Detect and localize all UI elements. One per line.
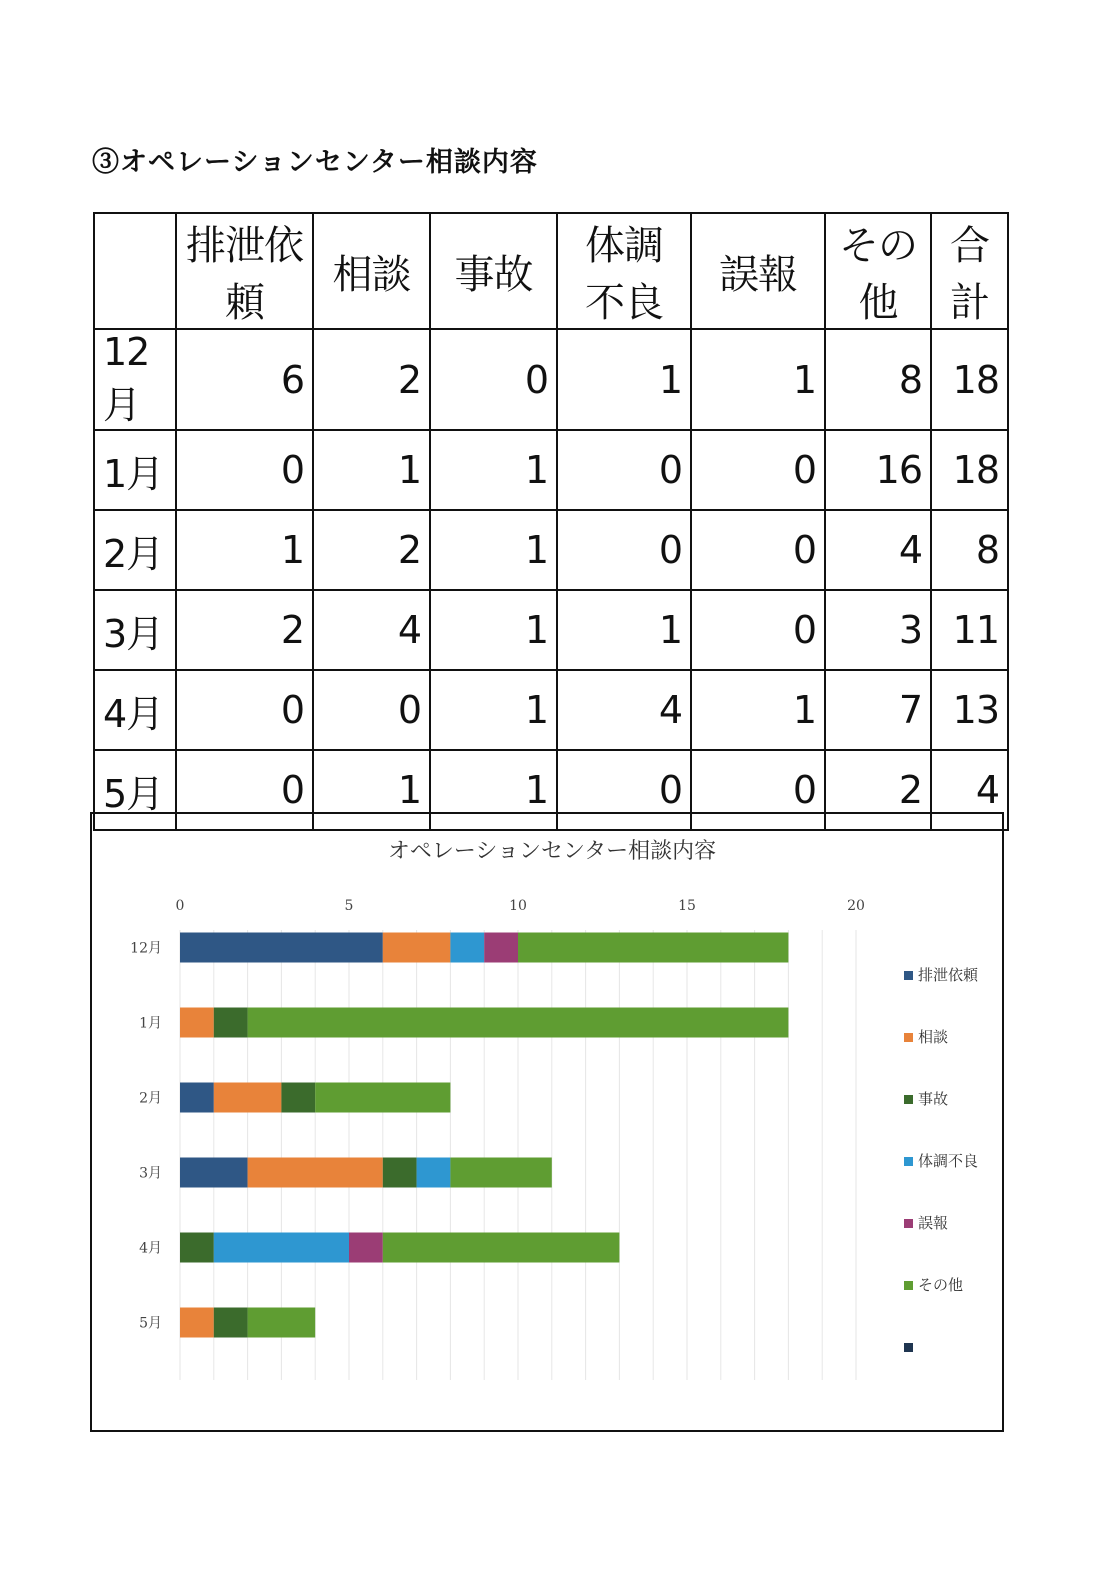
x-tick-label: 10 [509,898,527,914]
cell-consultation: 2 [313,510,430,590]
bar-segment [281,1083,315,1113]
legend-swatch [904,1281,913,1290]
bar-segment [214,1008,248,1038]
cell-total: 11 [931,590,1008,670]
chart-container [90,812,1004,1432]
bar-segment [180,1308,214,1338]
cell-excretion: 0 [176,430,313,510]
cell-excretion: 0 [176,670,313,750]
y-tick-label: 2月 [139,1090,162,1107]
cell-total: 18 [931,329,1008,430]
bar-segment [518,933,788,963]
bar-segment [248,1158,383,1188]
legend-label: 誤報 [918,1214,949,1232]
bar-segment [214,1308,248,1338]
legend-swatch [904,1033,913,1042]
cell-excretion: 0 [176,750,313,830]
row-month: 1月 [94,430,176,510]
legend-label: 体調不良 [918,1152,979,1170]
header-illness: 体調不良 [557,213,691,329]
table-row [94,510,1008,590]
x-tick-label: 5 [344,898,354,914]
cell-accident: 0 [430,329,557,430]
cell-consultation: 1 [313,430,430,510]
header-excretion: 排泄依頼 [176,213,313,329]
cell-illness: 0 [557,750,691,830]
row-month: 3月 [94,590,176,670]
bar-segment [248,1308,316,1338]
cell-excretion: 2 [176,590,313,670]
bar-segment [450,1158,551,1188]
cell-illness: 4 [557,670,691,750]
bar-segment [315,1083,450,1113]
y-tick-label: 5月 [139,1315,162,1332]
cell-accident: 1 [430,590,557,670]
bar-segment [417,1158,451,1188]
cell-false-alarm: 0 [691,750,825,830]
header-other: その他 [825,213,931,329]
row-month: 12月 [94,329,176,430]
cell-total: 18 [931,430,1008,510]
cell-false-alarm: 1 [691,670,825,750]
table-row [94,430,1008,510]
cell-other: 8 [825,329,931,430]
stacked-bar-chart [92,814,1002,1430]
header-false-alarm: 誤報 [691,213,825,329]
bar-segment [383,1158,417,1188]
bar-segment [180,1083,214,1113]
cell-excretion: 6 [176,329,313,430]
header-consultation: 相談 [313,213,430,329]
bar-segment [214,1233,349,1263]
row-month: 5月 [94,750,176,830]
y-tick-label: 1月 [139,1015,162,1032]
legend-swatch [904,1095,913,1104]
x-tick-label: 15 [678,898,696,914]
cell-false-alarm: 0 [691,590,825,670]
legend-label: 相談 [918,1028,949,1046]
y-tick-label: 12月 [130,940,162,957]
legend-swatch [904,1343,913,1352]
bar-segment [180,1158,248,1188]
header-total: 合計 [931,213,1008,329]
bar-segment [180,933,383,963]
legend-label: その他 [918,1276,964,1294]
legend-label: 事故 [918,1090,949,1108]
cell-illness: 1 [557,329,691,430]
legend-label: 排泄依頼 [918,966,979,984]
cell-other: 2 [825,750,931,830]
bar-segment [383,933,451,963]
header-accident: 事故 [430,213,557,329]
cell-total: 4 [931,750,1008,830]
cell-accident: 1 [430,750,557,830]
legend-swatch [904,1219,913,1228]
bar-segment [214,1083,282,1113]
bar-segment [349,1233,383,1263]
cell-accident: 1 [430,430,557,510]
cell-consultation: 0 [313,670,430,750]
chart-title: オペレーションセンター相談内容 [387,839,717,864]
bar-segment [180,1008,214,1038]
table-row [94,670,1008,750]
cell-consultation: 4 [313,590,430,670]
cell-false-alarm: 0 [691,510,825,590]
cell-total: 8 [931,510,1008,590]
cell-other: 7 [825,670,931,750]
cell-false-alarm: 0 [691,430,825,510]
y-tick-label: 3月 [139,1165,162,1182]
cell-other: 16 [825,430,931,510]
table-header-row [94,213,1008,329]
y-tick-label: 4月 [139,1240,162,1257]
x-tick-label: 0 [175,898,185,914]
cell-excretion: 1 [176,510,313,590]
cell-total: 13 [931,670,1008,750]
bar-segment [180,1233,214,1263]
x-tick-label: 20 [847,898,865,914]
bar-segment [484,933,518,963]
bar-segment [383,1233,620,1263]
legend-swatch [904,971,913,980]
cell-consultation: 1 [313,750,430,830]
consultation-table [93,212,1009,831]
cell-other: 3 [825,590,931,670]
cell-accident: 1 [430,670,557,750]
cell-consultation: 2 [313,329,430,430]
row-month: 4月 [94,670,176,750]
page-heading: ③オペレーションセンター相談内容 [92,147,538,178]
legend-swatch [904,1157,913,1166]
cell-accident: 1 [430,510,557,590]
table-row [94,590,1008,670]
header-corner [94,213,176,329]
cell-other: 4 [825,510,931,590]
bar-segment [248,1008,789,1038]
cell-illness: 0 [557,510,691,590]
table-row [94,329,1008,430]
cell-illness: 1 [557,590,691,670]
bar-segment [450,933,484,963]
cell-illness: 0 [557,430,691,510]
row-month: 2月 [94,510,176,590]
cell-false-alarm: 1 [691,329,825,430]
